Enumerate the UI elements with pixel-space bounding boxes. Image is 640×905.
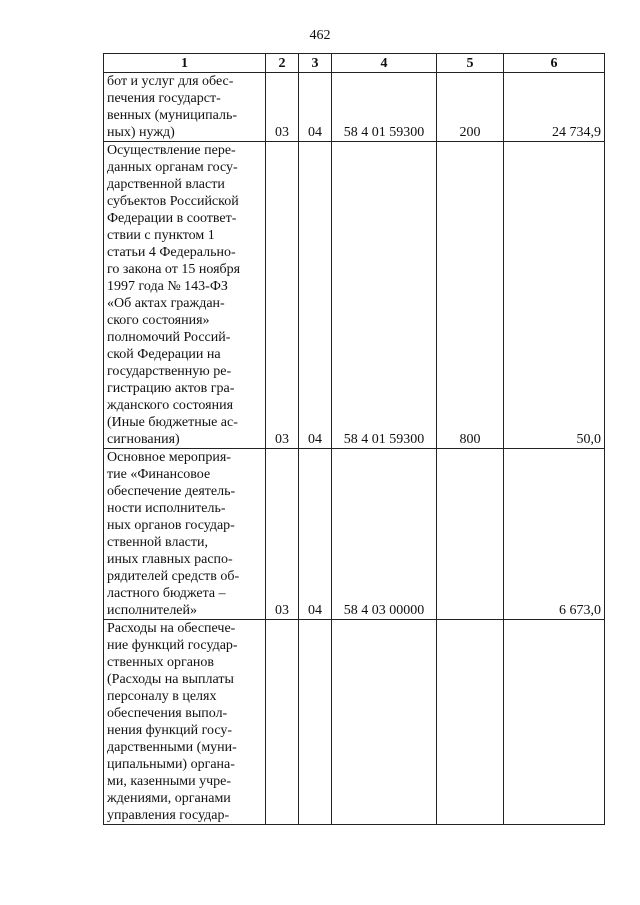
row-target-article: 58 4 01 59300 — [332, 73, 437, 142]
row-section: 03 — [266, 73, 299, 142]
table-row — [104, 142, 605, 449]
row-target-article — [332, 620, 437, 825]
row-subsection: 04 — [299, 73, 332, 142]
row-description: Осуществление пере- данных органам госу- дарственной власти субъектов Российской Федерации в соответ- ствии с пунктом 1 статьи 4 Федерально- го закона от 15 ноября 1997 года № 143-ФЗ «Об актах граждан- ского состояния» полномочий Россий- ской Федерации на государственную ре- гистрацию актов гра- жданского состояния (Иные бюджетные ас- сигнования) — [104, 142, 266, 449]
row-description: бот и услуг для обес- печения государст- венных (муниципаль- ных) нужд) — [104, 73, 266, 142]
header-col-4: 4 — [332, 54, 437, 73]
row-section — [266, 620, 299, 825]
row-amount: 6 673,0 — [504, 449, 605, 620]
header-col-5: 5 — [437, 54, 504, 73]
row-expense-type — [437, 449, 504, 620]
table-header-row — [104, 54, 605, 73]
table-row — [104, 620, 605, 825]
page-number: 462 — [309, 28, 331, 43]
row-target-article: 58 4 01 59300 — [332, 142, 437, 449]
row-subsection: 04 — [299, 142, 332, 449]
header-col-6: 6 — [504, 54, 605, 73]
row-section: 03 — [266, 142, 299, 449]
row-amount — [504, 620, 605, 825]
row-subsection: 04 — [299, 449, 332, 620]
header-col-2: 2 — [266, 54, 299, 73]
budget-table — [103, 53, 605, 825]
table-row — [104, 449, 605, 620]
row-amount: 24 734,9 — [504, 73, 605, 142]
header-col-3: 3 — [299, 54, 332, 73]
row-expense-type: 800 — [437, 142, 504, 449]
row-description: Расходы на обеспече- ние функций государ- ственных органов (Расходы на выплаты персоналу в целях обеспечения выпол- нения функций госу- дарственными (муни- ципальными) органа- ми, казенными учре- ждениями, органами управления государ- — [104, 620, 266, 825]
row-section: 03 — [266, 449, 299, 620]
row-target-article: 58 4 03 00000 — [332, 449, 437, 620]
row-amount: 50,0 — [504, 142, 605, 449]
row-expense-type: 200 — [437, 73, 504, 142]
table-row — [104, 73, 605, 142]
header-col-1: 1 — [104, 54, 266, 73]
row-expense-type — [437, 620, 504, 825]
row-description: Основное мероприя- тие «Финансовое обеспечение деятель- ности исполнитель- ных органов государ- ственной власти, иных главных распо- рядителей средств об- ластного бюджета – исполнителей» — [104, 449, 266, 620]
row-subsection — [299, 620, 332, 825]
